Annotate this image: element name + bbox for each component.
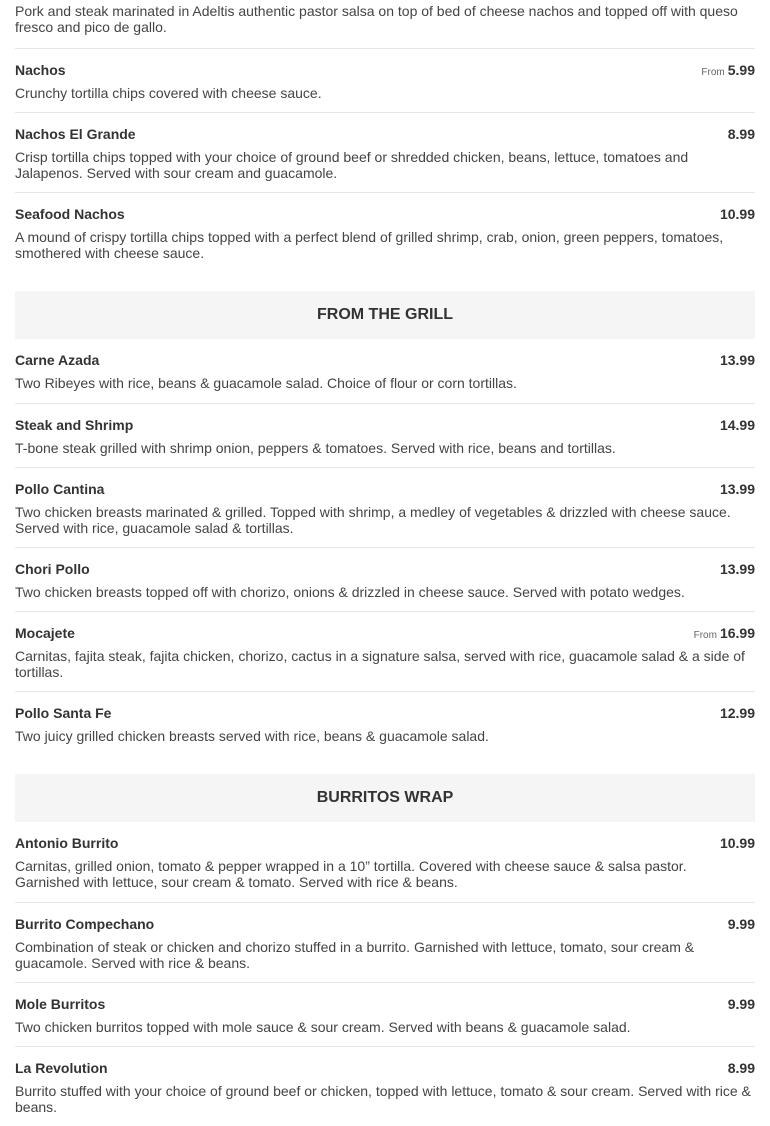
- section-header-burritos-wrap: BURRITOS WRAP: [15, 774, 755, 822]
- price-value: 9.99: [727, 916, 755, 932]
- item-price: [720, 481, 755, 497]
- price-value: 13.99: [719, 561, 755, 577]
- menu-item-mole-burritos[interactable]: [15, 982, 755, 1046]
- item-name: Nachos: [15, 62, 66, 78]
- item-price: [728, 996, 755, 1012]
- menu-item-nachos[interactable]: [15, 48, 755, 112]
- item-name: Nachos El Grande: [15, 126, 136, 142]
- menu-item-pollo-cantina[interactable]: [15, 467, 755, 547]
- item-description: Two juicy grilled chicken breasts served with rice, beans & guacamole salad.: [15, 728, 489, 744]
- item-price: [720, 206, 755, 222]
- item-name: La Revolution: [15, 1060, 108, 1076]
- item-name: Antonio Burrito: [15, 835, 119, 851]
- price-value: 16.99: [719, 625, 755, 641]
- price-from-label: From: [701, 67, 725, 78]
- item-description: Crisp tortilla chips topped with your choice of ground beef or shredded chicken, beans, lettuce, tomatoes and Jalapenos. Served with sour cream and guacamole.: [15, 149, 689, 181]
- price-value: 12.99: [719, 705, 755, 721]
- price-from-label: From: [693, 630, 717, 641]
- item-name: Carne Azada: [15, 352, 100, 368]
- menu-item-nachos-el-grande[interactable]: [15, 112, 755, 192]
- menu-item-la-revolution[interactable]: [15, 1046, 755, 1126]
- item-name: Pollo Cantina: [15, 481, 105, 497]
- menu-list: [15, 0, 755, 1126]
- item-price: [701, 62, 755, 81]
- menu-item-antonio-burrito[interactable]: [15, 822, 755, 902]
- price-value: 10.99: [719, 835, 755, 851]
- item-name: Mocajete: [15, 625, 75, 641]
- item-price: [720, 705, 755, 721]
- menu-item-mocajete[interactable]: [15, 611, 755, 691]
- price-value: 13.99: [719, 481, 755, 497]
- item-price: [720, 417, 755, 433]
- item-description: Carnitas, fajita steak, fajita chicken, chorizo, cactus in a signature salsa, served with rice, guacamole salad & a side of tortillas.: [15, 648, 745, 680]
- item-name: Burrito Compechano: [15, 916, 155, 932]
- price-value: 8.99: [727, 126, 755, 142]
- item-name: Steak and Shrimp: [15, 417, 134, 433]
- item-price: [720, 561, 755, 577]
- item-name: Mole Burritos: [15, 996, 106, 1012]
- item-name: Seafood Nachos: [15, 206, 125, 222]
- price-value: 9.99: [727, 996, 755, 1012]
- item-description: Two Ribeyes with rice, beans & guacamole salad. Choice of flour or corn tortillas.: [15, 375, 517, 391]
- item-description: Combination of steak or chicken and chorizo stuffed in a burrito. Garnished with lettuce, tomato, sour cream & guacamole. Served with rice & beans.: [15, 939, 695, 971]
- item-description: A mound of crispy tortilla chips topped with a perfect blend of grilled shrimp, crab, onion, green peppers, tomatoes, smothered with cheese sauce.: [15, 229, 724, 261]
- price-value: 8.99: [727, 1060, 755, 1076]
- item-price: [694, 625, 755, 644]
- menu-item-burrito-compechano[interactable]: [15, 902, 755, 982]
- section-header-from-the-grill: FROM THE GRILL: [15, 291, 755, 339]
- item-description: Pork and steak marinated in Adeltis authentic pastor salsa on top of bed of cheese nachos and topped off with queso fresco and pico de gallo.: [15, 3, 738, 35]
- item-description: Two chicken breasts topped off with chorizo, onions & drizzled in cheese sauce. Served with potato wedges.: [15, 584, 685, 600]
- item-description: Burrito stuffed with your choice of ground beef or chicken, topped with lettuce, tomato & sour cream. Served with rice & beans.: [15, 1083, 751, 1115]
- price-value: 13.99: [719, 352, 755, 368]
- item-description: Two chicken breasts marinated & grilled. Topped with shrimp, a medley of vegetables & drizzled with cheese sauce. Served with rice, guacamole salad & tortillas.: [15, 504, 731, 536]
- menu-item-pollo-santa-fe[interactable]: [15, 691, 755, 755]
- item-name: Pollo Santa Fe: [15, 705, 112, 721]
- price-value: 14.99: [719, 417, 755, 433]
- item-price: [728, 916, 755, 932]
- item-description: Two chicken burritos topped with mole sauce & sour cream. Served with beans & guacamole salad.: [15, 1019, 631, 1035]
- menu-item-seafood-nachos[interactable]: [15, 192, 755, 272]
- price-value: 10.99: [719, 206, 755, 222]
- item-price: [728, 1060, 755, 1076]
- item-description: T-bone steak grilled with shrimp onion, peppers & tomatoes. Served with rice, beans and tortillas.: [15, 440, 616, 456]
- menu-item-carne-azada[interactable]: [15, 339, 755, 403]
- menu-item-steak-and-shrimp[interactable]: [15, 403, 755, 467]
- item-name: Chori Pollo: [15, 561, 90, 577]
- item-description: Carnitas, grilled onion, tomato & pepper wrapped in a 10” tortilla. Covered with cheese sauce & salsa pastor. Garnished with lettuce, sour cream & tomato. Served with rice & beans.: [15, 858, 687, 890]
- price-value: 5.99: [727, 62, 755, 78]
- menu-item-chori-pollo[interactable]: [15, 547, 755, 611]
- item-price: [728, 126, 755, 142]
- item-price: [720, 352, 755, 368]
- item-price: [720, 835, 755, 851]
- item-description: Crunchy tortilla chips covered with cheese sauce.: [15, 85, 322, 101]
